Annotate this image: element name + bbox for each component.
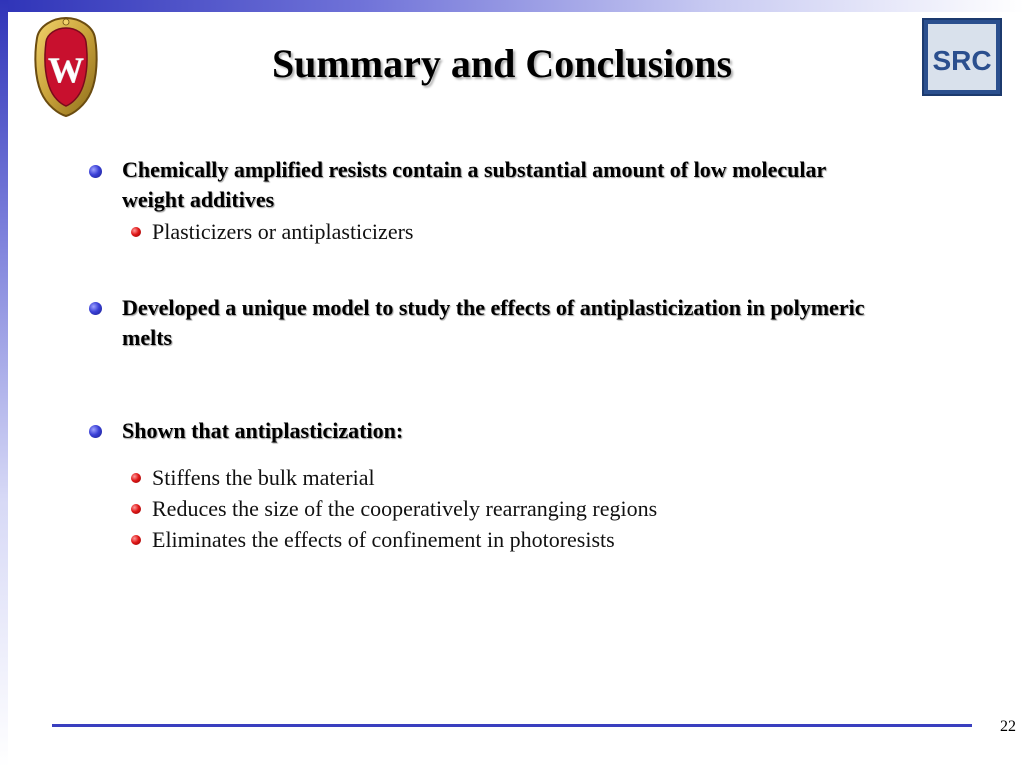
page-number: 22	[1000, 718, 1016, 735]
subbullet-icon	[131, 504, 141, 514]
bullet-item: Chemically amplified resists contain a substantial amount of low molecular weight additives	[122, 157, 826, 212]
top-gradient-bar	[0, 0, 1024, 12]
subbullet-item: Reduces the size of the cooperatively rearranging regions	[152, 496, 658, 521]
bullet-icon	[89, 302, 102, 315]
left-gradient-bar	[0, 0, 8, 768]
page-title: Summary and Conclusions	[271, 41, 733, 86]
bullet-item: Shown that antiplasticization:	[122, 418, 404, 443]
subbullet-icon	[131, 535, 141, 545]
subbullet-icon	[131, 227, 141, 237]
src-logo	[922, 18, 1002, 96]
subbullet-item: Plasticizers or antiplasticizers	[152, 219, 414, 244]
bullet-item: Developed a unique model to study the effects of antiplasticization in polymeric melts	[122, 295, 865, 350]
subbullet-icon	[131, 473, 141, 483]
footer-divider	[52, 724, 972, 727]
subbullet-item: Stiffens the bulk material	[152, 465, 375, 490]
bullet-icon	[89, 425, 102, 438]
crest-letter: W	[48, 50, 84, 90]
subbullet-item: Eliminates the effects of confinement in photoresists	[152, 527, 615, 552]
src-logo-text: SRC	[932, 45, 992, 76]
bullet-icon	[89, 165, 102, 178]
